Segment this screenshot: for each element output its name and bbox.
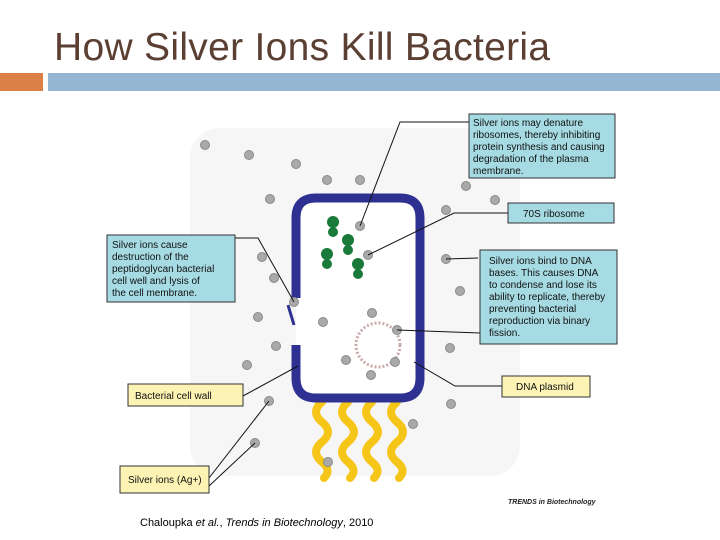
citation-author: Chaloupka <box>140 517 196 529</box>
cell-wall-action-text: Silver ions cause destruction of the peptidoglycan bacterial cell well and lysis of the cell membrane. <box>112 240 215 299</box>
silver-ion <box>491 196 500 205</box>
silver-ion <box>462 182 471 191</box>
silver-ion <box>201 141 210 150</box>
silver-ion <box>456 287 465 296</box>
silver-ion <box>258 253 267 262</box>
silver-ion <box>319 318 328 327</box>
silver-ion <box>368 309 377 318</box>
silver-ion <box>447 400 456 409</box>
silver-ion <box>266 195 275 204</box>
silver-ion <box>442 206 451 215</box>
silver-ions-text: Silver ions (Ag+) <box>128 475 202 486</box>
silver-ion <box>323 176 332 185</box>
ribosome-text: 70S ribosome <box>523 209 585 220</box>
silver-ion <box>342 356 351 365</box>
silver-ion <box>254 313 263 322</box>
silver-ion <box>324 458 333 467</box>
silver-ion <box>243 361 252 370</box>
silver-ion <box>356 176 365 185</box>
dna-plasmid-text: DNA plasmid <box>516 382 574 393</box>
citation-sep: , <box>219 517 226 529</box>
silver-ion <box>409 420 418 429</box>
citation-etal: et al. <box>195 517 220 529</box>
silver-ion <box>292 160 301 169</box>
silver-ion <box>245 151 254 160</box>
citation-journal: Trends in Biotechnology <box>225 517 343 529</box>
dna-action-text: Silver ions bind to DNA bases. This causes DNA to condense and lose its ability to replicate, thereby preventing bacterial reproduction via binary fission. <box>489 256 606 339</box>
silver-ion <box>391 358 400 367</box>
silver-ion <box>270 274 279 283</box>
ribosome-action-text: Silver ions may denature ribosomes, thereby inhibiting protein synthesis and causing degradation of the plasma membrane. <box>473 118 605 177</box>
citation <box>140 517 373 529</box>
citation-year: , 2010 <box>342 517 374 529</box>
trends-watermark: TRENDS in Biotechnology <box>508 499 596 506</box>
silver-ion <box>367 371 376 380</box>
cell-wall-text: Bacterial cell wall <box>135 391 212 402</box>
silver-ion <box>272 342 281 351</box>
silver-ion <box>446 344 455 353</box>
slide-title: How Silver Ions Kill Bacteria <box>54 26 551 69</box>
